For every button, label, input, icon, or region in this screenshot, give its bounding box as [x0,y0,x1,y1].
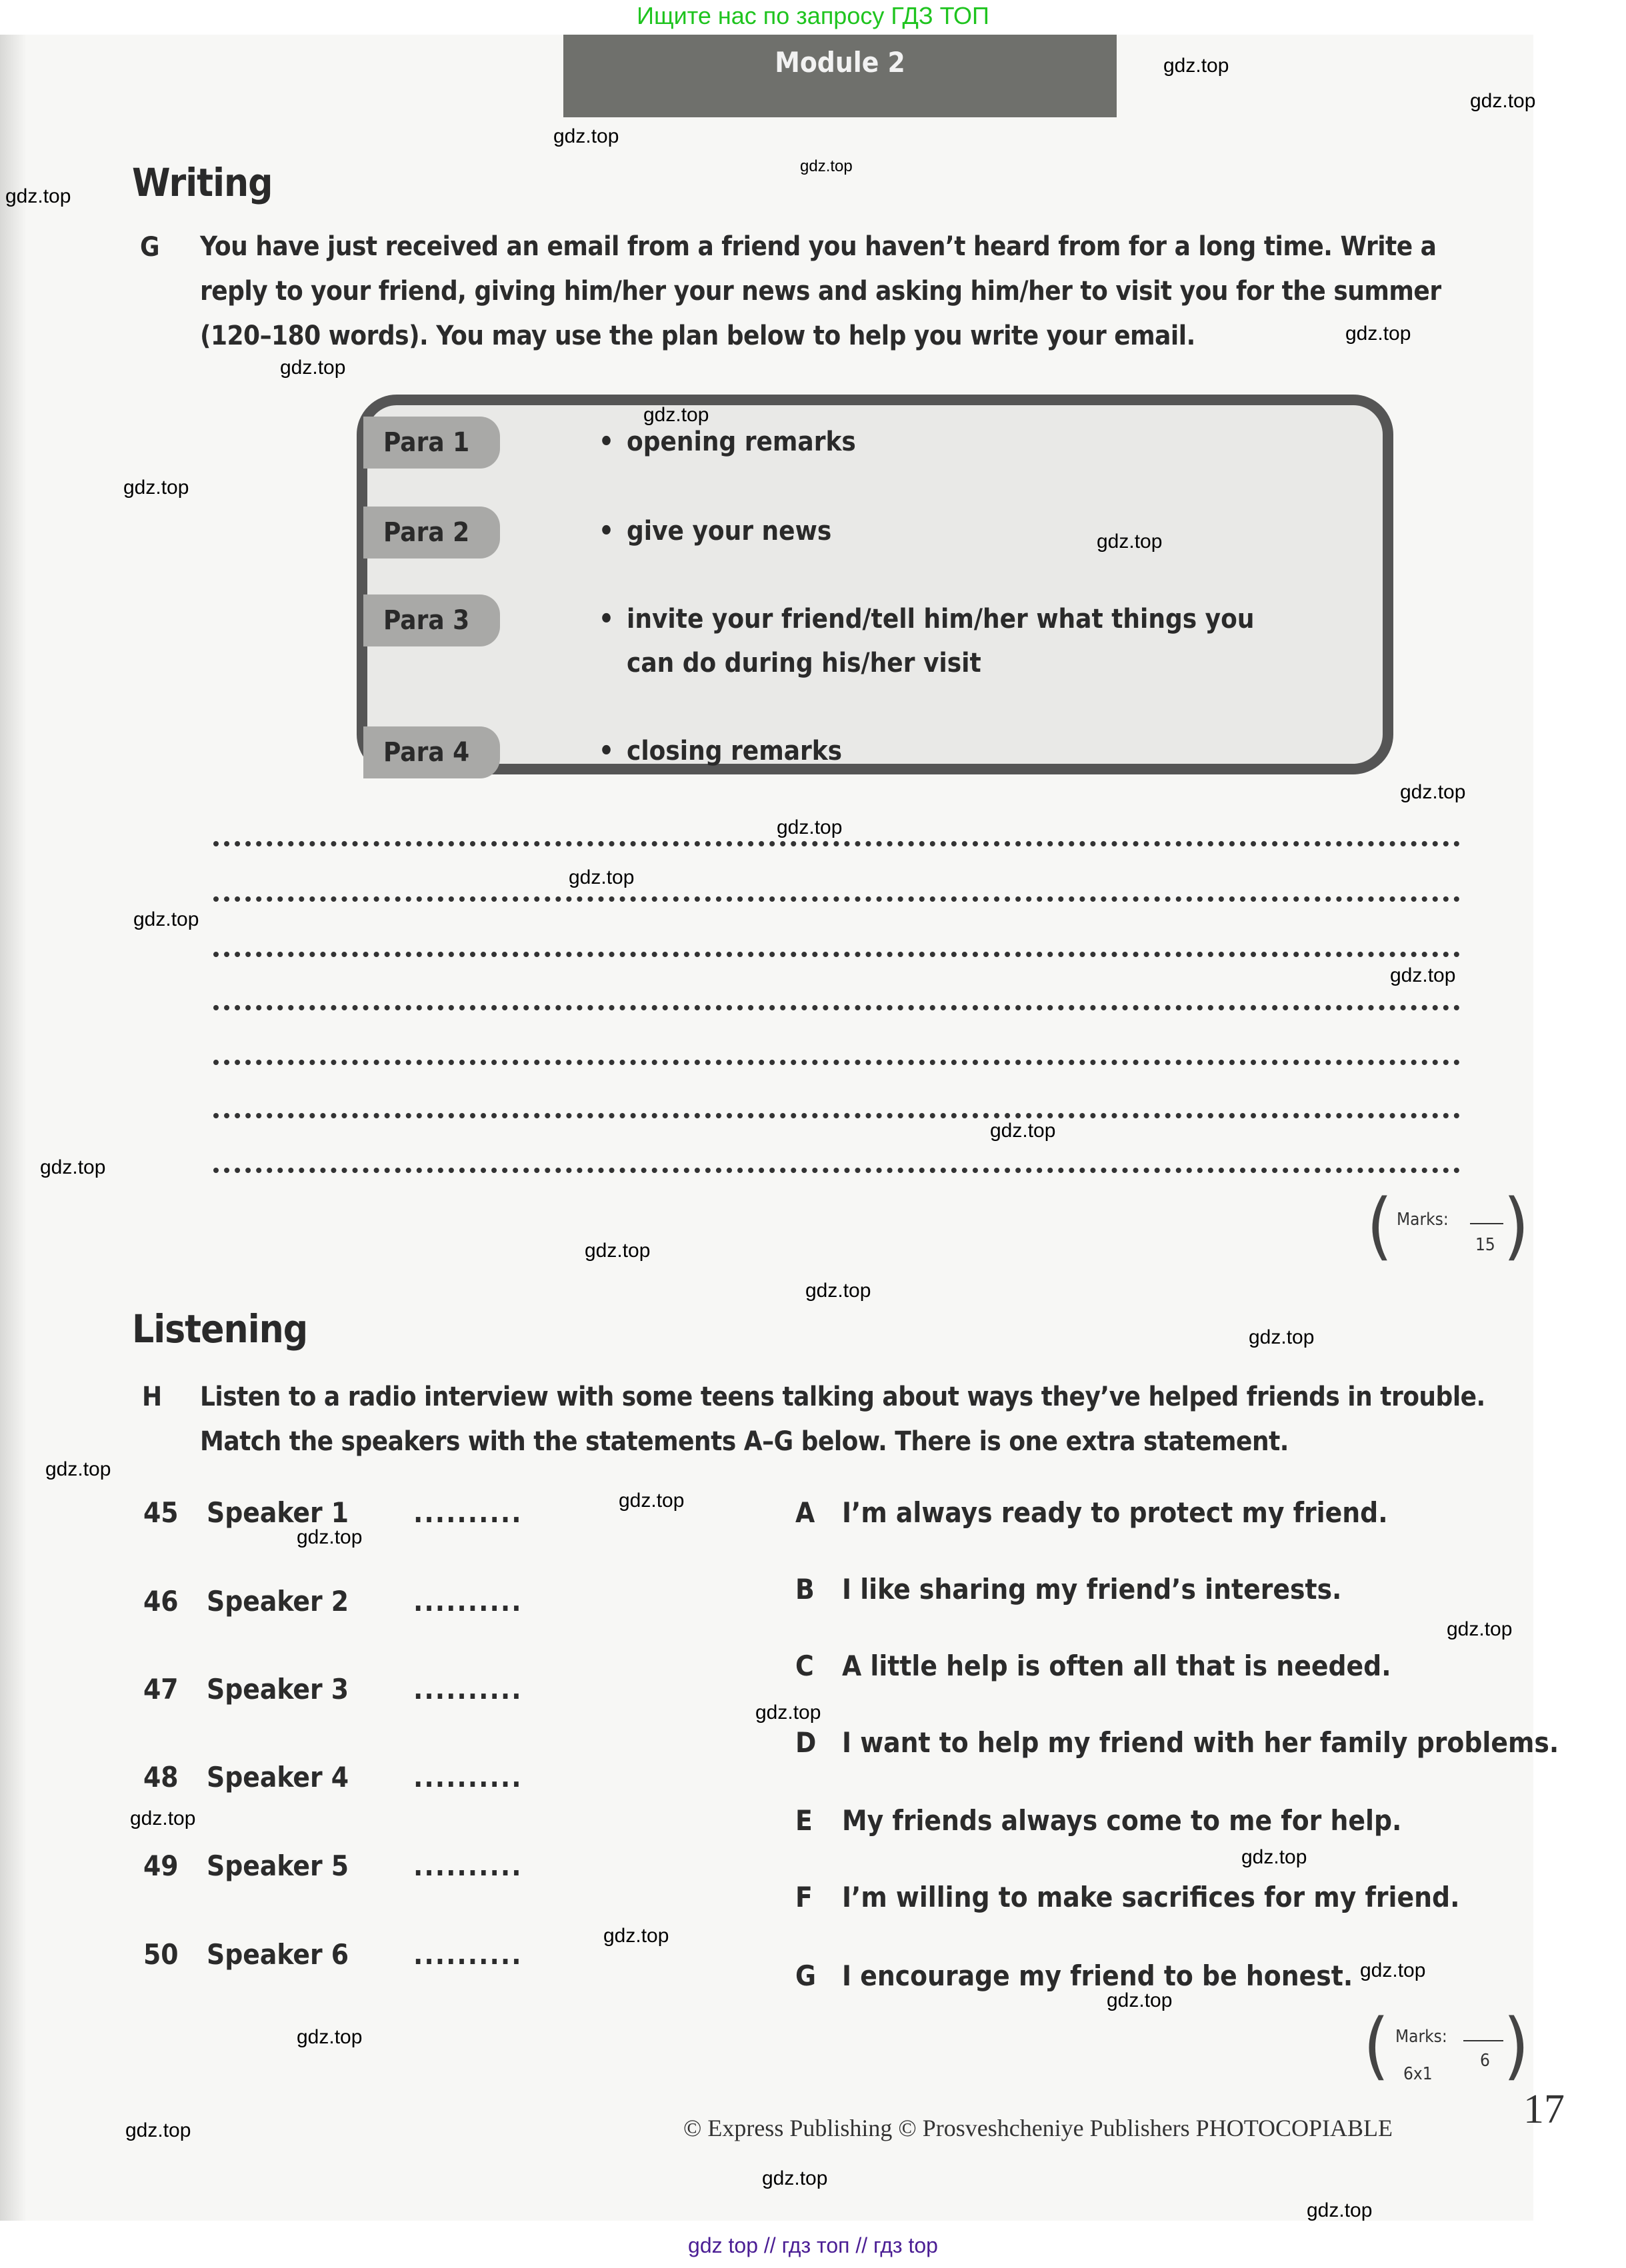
speaker-row [143,1761,523,1793]
watermark: gdz.top [1249,1326,1315,1348]
answer-line-1[interactable] [213,841,1460,846]
watermark: gdz.top [777,816,843,838]
left-paren-icon: ( [1367,1183,1393,1268]
instruction-line: Match the speakers with the statements A–G below. There is one extra statement. [200,1426,1289,1457]
watermark: gdz.top [1345,323,1411,345]
answer-blank[interactable]: .......... [413,1849,523,1882]
marks-total: 6 [1480,2051,1490,2071]
promo-banner-top[interactable]: Ищите нас по запросу ГДЗ ТОП [637,2,989,29]
watermark: gdz.top [297,1526,363,1548]
watermark: gdz.top [1390,964,1456,986]
statement-letter: B [795,1573,815,1606]
page-number: 17 [1523,2087,1565,2132]
statement-text: I encourage my friend to be honest. [842,1959,1353,1992]
watermark: gdz.top [1097,531,1163,553]
speaker-row [143,1849,523,1882]
answer-blank[interactable]: .......... [413,1496,523,1529]
para-4-text [599,729,843,773]
right-paren-icon: ) [1503,2003,1529,2088]
email-plan-box [357,395,1393,774]
watermark: gdz.top [643,404,709,426]
watermark: gdz.top [297,2026,363,2048]
speaker-label: Speaker 6 [207,1938,349,1971]
bullet-icon: • [599,516,615,547]
para-3-tag: Para 3 [363,594,500,646]
watermark: gdz.top [133,908,199,930]
marks-total: 15 [1475,1235,1495,1255]
statement-text: I want to help my friend with her family problems. [842,1726,1559,1759]
statement-text: I’m always ready to protect my friend. [842,1496,1388,1529]
bullet-icon: • [599,604,615,634]
statement-row [795,1496,1388,1529]
bullet-icon: • [599,736,615,766]
answer-blank[interactable]: .......... [413,1673,523,1705]
watermark: gdz.top [603,1925,669,1947]
watermark: gdz.top [1470,90,1536,112]
plan-line: closing remarks [627,736,843,766]
statement-row [795,1959,1353,1992]
page-binding-shadow [0,35,27,2221]
writing-instructions [200,225,1507,359]
statement-row [795,1573,1341,1606]
watermark: gdz.top [1163,55,1229,77]
watermark: gdz.top [800,157,853,175]
answer-line-6[interactable] [213,1113,1460,1118]
statement-text: I like sharing my friend’s interests. [842,1573,1342,1606]
instruction-line: (120–180 words). You may use the plan below to help you write your email. [200,321,1195,351]
statement-letter: C [795,1650,814,1682]
para-1-tag: Para 1 [363,417,500,469]
speaker-label: Speaker 2 [207,1585,349,1618]
answer-line-7[interactable] [213,1168,1460,1173]
watermark: gdz.top [45,1458,111,1480]
right-paren-icon: ) [1503,1183,1529,1268]
task-letter-h: H [142,1382,163,1412]
speaker-label: Speaker 1 [207,1496,349,1529]
writing-section-title: Writing [132,160,273,205]
statement-letter: D [795,1726,817,1759]
answer-line-5[interactable] [213,1060,1460,1065]
para-2-tag: Para 2 [363,507,500,559]
answer-line-2[interactable] [213,896,1460,902]
listening-marks [1363,2003,1529,2103]
question-number: 45 [143,1496,179,1529]
answer-line-4[interactable] [213,1005,1460,1010]
watermark: gdz.top [553,125,619,147]
statement-letter: E [795,1804,813,1837]
watermark: gdz.top [1307,2199,1373,2221]
copyright-footer: © Express Publishing © Prosveshcheniye Publishers PHOTOCOPIABLE [683,2115,1393,2141]
watermark: gdz.top [762,2167,828,2189]
writing-marks [1367,1183,1529,1276]
watermark: gdz.top [569,866,635,888]
plan-line: can do during his/her visit [627,648,981,678]
answer-line-3[interactable] [213,952,1460,957]
module-banner: Module 2 [563,35,1117,117]
statement-text: My friends always come to me for help. [842,1804,1402,1837]
task-letter-g: G [140,232,160,263]
statement-row [795,1650,1391,1682]
statement-text: A little help is often all that is needed. [842,1650,1391,1682]
speaker-label: Speaker 5 [207,1849,349,1882]
watermark: gdz.top [123,477,189,499]
statement-letter: A [795,1496,815,1529]
para-3-text [599,597,1255,685]
plan-line: invite your friend/tell him/her what things you [627,604,1255,634]
instruction-line: You have just received an email from a friend you haven’t heard from for a long time. Write a [200,231,1437,262]
bullet-icon: • [599,427,615,457]
question-number: 47 [143,1673,179,1705]
marks-blank[interactable] [1463,2040,1503,2041]
plan-line: give your news [627,516,832,547]
watermark: gdz.top [40,1156,106,1178]
answer-blank[interactable]: .......... [413,1585,523,1618]
watermark: gdz.top [1241,1846,1307,1868]
speaker-label: Speaker 3 [207,1673,349,1705]
marks-formula: 6x1 [1403,2064,1433,2084]
watermark: gdz.top [990,1120,1056,1142]
statement-row [795,1726,1559,1759]
question-number: 50 [143,1938,179,1971]
instruction-line: Listen to a radio interview with some teens talking about ways they’ve helped friends in trouble. [200,1382,1485,1412]
plan-line: opening remarks [627,427,856,457]
question-number: 46 [143,1585,179,1618]
watermark: gdz.top [805,1280,871,1302]
statement-text: I’m willing to make sacrifices for my friend. [842,1881,1460,1913]
statement-row [795,1804,1401,1837]
statement-letter: G [795,1959,817,1992]
watermark: gdz.top [1400,781,1466,803]
listening-instructions [200,1375,1533,1464]
question-number: 48 [143,1761,179,1793]
watermark: gdz.top [1360,1959,1426,1981]
statement-letter: F [795,1881,813,1913]
marks-label: Marks: [1395,2027,1447,2047]
question-number: 49 [143,1849,179,1882]
watermark: gdz.top [1107,1989,1173,2011]
watermark: gdz.top [1447,1618,1513,1640]
watermark: gdz.top [125,2119,191,2141]
speaker-row [143,1673,523,1705]
watermark: gdz.top [5,185,71,207]
para-4-tag: Para 4 [363,726,500,778]
watermark: gdz.top [280,357,346,379]
watermark: gdz.top [619,1490,685,1512]
para-2-text [599,509,832,553]
watermark: gdz.top [585,1240,651,1262]
speaker-row [143,1938,523,1971]
promo-banner-bottom[interactable]: gdz top // гдз топ // гдз top [688,2233,938,2257]
left-paren-icon: ( [1363,2003,1389,2088]
speaker-row [143,1496,523,1529]
watermark: gdz.top [130,1807,196,1829]
marks-blank[interactable] [1470,1223,1503,1224]
speaker-label: Speaker 4 [207,1761,349,1793]
watermark: gdz.top [755,1701,821,1723]
statement-row [795,1881,1459,1913]
answer-blank[interactable]: .......... [413,1761,523,1793]
listening-section-title: Listening [132,1306,308,1352]
marks-label: Marks: [1397,1210,1449,1230]
instruction-line: reply to your friend, giving him/her your news and asking him/her to visit you for the summer [200,276,1441,307]
speaker-row [143,1585,523,1618]
answer-blank[interactable]: .......... [413,1938,523,1971]
